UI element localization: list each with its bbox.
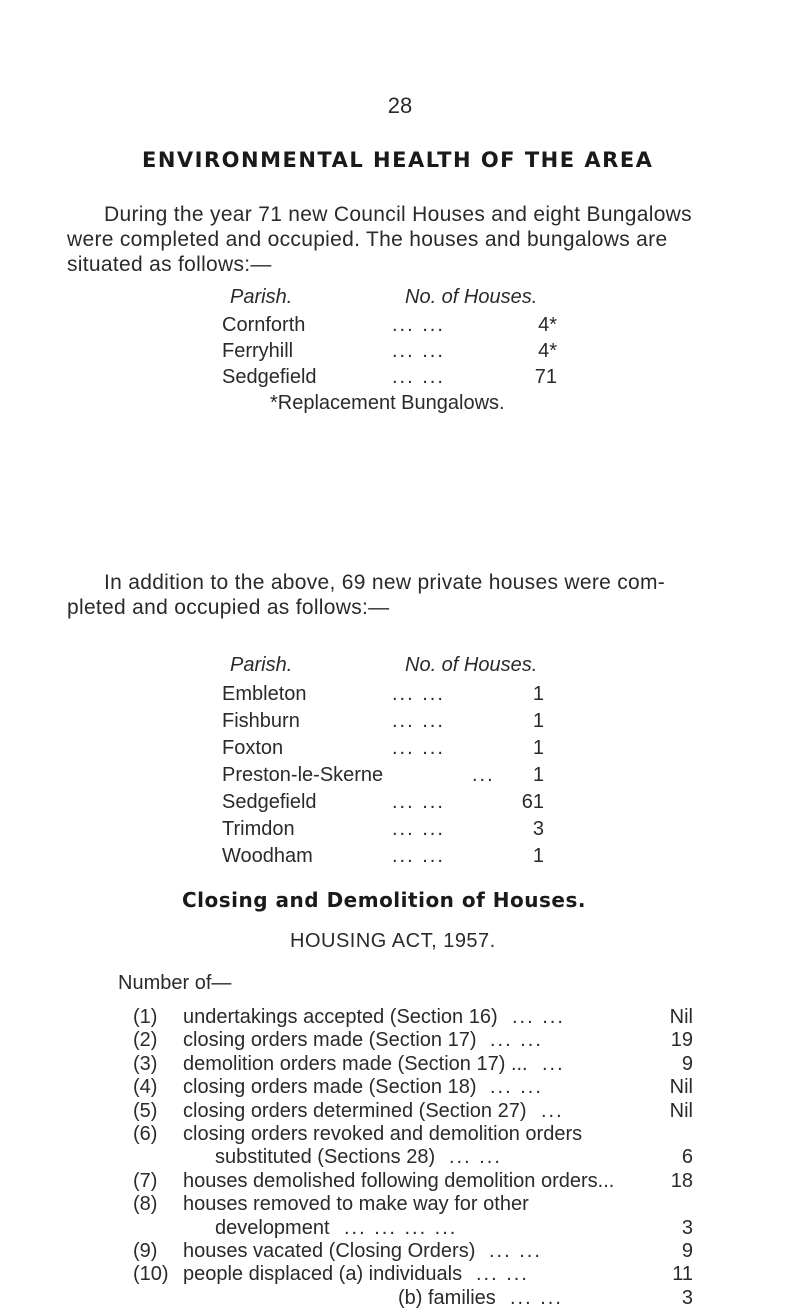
house-count: 4* xyxy=(538,314,557,336)
house-count: 1 xyxy=(532,737,544,759)
item-number: (2) xyxy=(133,1029,158,1052)
item-text: closing orders made (Section 18) xyxy=(183,1076,477,1099)
item-text: houses demolished following demolition orders... xyxy=(183,1169,615,1192)
page-heading: ENVIRONMENTAL HEALTH OF THE AREA xyxy=(142,148,654,172)
item-value: 3 xyxy=(681,1286,693,1309)
table2-row xyxy=(222,710,544,736)
act-title: HOUSING ACT, 1957. xyxy=(290,930,496,952)
house-count: 3 xyxy=(532,818,544,840)
table1-row xyxy=(222,366,557,392)
parish-name: Fishburn xyxy=(222,710,300,732)
leader-dots: ... ... xyxy=(512,1006,565,1028)
table2-row xyxy=(222,818,544,844)
item-text: demolition orders made (Section 17) ... xyxy=(183,1052,528,1075)
leader-dots: ... ... xyxy=(392,366,445,388)
parish-name: Foxton xyxy=(222,737,284,759)
table2-parish-header: Parish. xyxy=(230,654,293,676)
item-text: substituted (Sections 28) xyxy=(215,1146,436,1169)
table2-row xyxy=(222,683,544,709)
house-count: 71 xyxy=(534,366,557,388)
housing-act-item xyxy=(133,1076,693,1102)
intro-line-2: were completed and occupied. The houses and bungalows are xyxy=(67,228,668,251)
house-count: 4* xyxy=(538,340,557,362)
item-text: (b) families xyxy=(398,1286,496,1309)
housing-act-item xyxy=(133,1193,693,1219)
table2-row xyxy=(222,764,544,790)
house-count: 1 xyxy=(532,710,544,732)
table1-row xyxy=(222,314,557,340)
item-text: development xyxy=(215,1216,330,1239)
parish-name: Woodham xyxy=(222,845,313,867)
table1-houses-header: No. of Houses. xyxy=(405,286,538,308)
replacement-note: *Replacement Bungalows. xyxy=(270,392,505,414)
housing-act-item xyxy=(133,1029,693,1055)
page-number: 28 xyxy=(387,93,413,118)
item-text: houses removed to make way for other xyxy=(183,1193,529,1216)
leader-dots: ... ... xyxy=(392,710,445,732)
leader-dots: ... ... xyxy=(510,1286,563,1309)
housing-act-item xyxy=(133,1263,693,1289)
parish-name: Embleton xyxy=(222,683,307,705)
leader-dots: ... ... xyxy=(392,683,445,705)
housing-act-item xyxy=(133,1100,693,1126)
housing-act-item xyxy=(133,1240,693,1266)
house-count: 1 xyxy=(532,845,544,867)
table2-houses-header: No. of Houses. xyxy=(405,654,538,676)
item-text: closing orders determined (Section 27) xyxy=(183,1099,527,1122)
leader-dots: ... ... xyxy=(392,845,445,867)
parish-name: Sedgefield xyxy=(222,366,317,388)
leader-dots: ... ... xyxy=(392,340,445,362)
item-number: (7) xyxy=(133,1169,158,1192)
parish-name: Sedgefield xyxy=(222,791,317,813)
private-houses-paragraph xyxy=(67,570,757,620)
item-number: (10) xyxy=(133,1263,169,1286)
private-line-1: In addition to the above, 69 new private houses were com- xyxy=(104,571,666,594)
item-number: (4) xyxy=(133,1076,158,1099)
item-value: 18 xyxy=(670,1169,693,1192)
parish-name: Ferryhill xyxy=(222,340,294,362)
house-count: 61 xyxy=(521,791,544,813)
item-text: houses vacated (Closing Orders) xyxy=(183,1240,476,1262)
leader-dots: ... ... xyxy=(490,1076,543,1099)
leader-dots: ... xyxy=(541,1099,564,1122)
item-number: (3) xyxy=(133,1052,158,1075)
number-of-label: Number of— xyxy=(118,972,232,994)
private-line-2: pleted and occupied as follows:— xyxy=(67,596,390,619)
leader-dots: ... ... xyxy=(392,737,445,759)
table2-row xyxy=(222,791,544,817)
item-value: 9 xyxy=(681,1052,693,1075)
item-value: 6 xyxy=(681,1146,693,1169)
item-number: (1) xyxy=(133,1006,158,1028)
item-value: 11 xyxy=(672,1263,693,1286)
item-value: 9 xyxy=(681,1240,693,1262)
item-number: (5) xyxy=(133,1099,158,1122)
leader-dots: ... ... ... ... xyxy=(344,1216,458,1239)
housing-act-item xyxy=(133,1170,693,1196)
leader-dots: ... ... xyxy=(490,1029,543,1052)
housing-act-item xyxy=(133,1053,693,1079)
item-value: Nil xyxy=(669,1099,693,1122)
item-value: 19 xyxy=(670,1029,693,1052)
item-value: 3 xyxy=(681,1216,693,1239)
item-value: Nil xyxy=(669,1006,693,1028)
housing-act-item xyxy=(133,1217,693,1243)
leader-dots: ... ... xyxy=(392,791,445,813)
table1-row xyxy=(222,340,557,366)
item-number: (9) xyxy=(133,1240,158,1262)
item-text: closing orders revoked and demolition orders xyxy=(183,1123,583,1145)
item-text: people displaced (a) individuals xyxy=(183,1263,463,1286)
intro-line-3: situated as follows:— xyxy=(67,253,272,276)
housing-act-item xyxy=(133,1146,693,1172)
leader-dots: ... ... xyxy=(449,1146,502,1169)
item-number: (6) xyxy=(133,1123,158,1145)
table2-row xyxy=(222,845,544,871)
intro-paragraph xyxy=(67,202,747,277)
item-value: Nil xyxy=(669,1076,693,1099)
parish-name: Cornforth xyxy=(222,314,306,336)
house-count: 1 xyxy=(532,764,544,786)
house-count: 1 xyxy=(532,683,544,705)
housing-act-item xyxy=(133,1123,693,1149)
item-text: undertakings accepted (Section 16) xyxy=(183,1006,498,1028)
intro-line-1: During the year 71 new Council Houses and eight Bungalows xyxy=(104,203,692,226)
housing-act-item xyxy=(133,1287,693,1313)
table2-row xyxy=(222,737,544,763)
parish-name: Preston-le-Skerne xyxy=(222,764,384,786)
leader-dots: ... ... xyxy=(489,1240,542,1262)
housing-act-item xyxy=(133,1006,693,1032)
leader-dots: ... xyxy=(542,1052,565,1075)
leader-dots: ... ... xyxy=(476,1263,529,1286)
leader-dots: ... xyxy=(472,764,495,786)
section-heading: Closing and Demolition of Houses. xyxy=(182,888,586,912)
item-number: (8) xyxy=(133,1193,158,1216)
table1-parish-header: Parish. xyxy=(230,286,293,308)
parish-name: Trimdon xyxy=(222,818,295,840)
leader-dots: ... ... xyxy=(392,818,445,840)
item-text: closing orders made (Section 17) xyxy=(183,1029,477,1052)
leader-dots: ... ... xyxy=(392,314,445,336)
